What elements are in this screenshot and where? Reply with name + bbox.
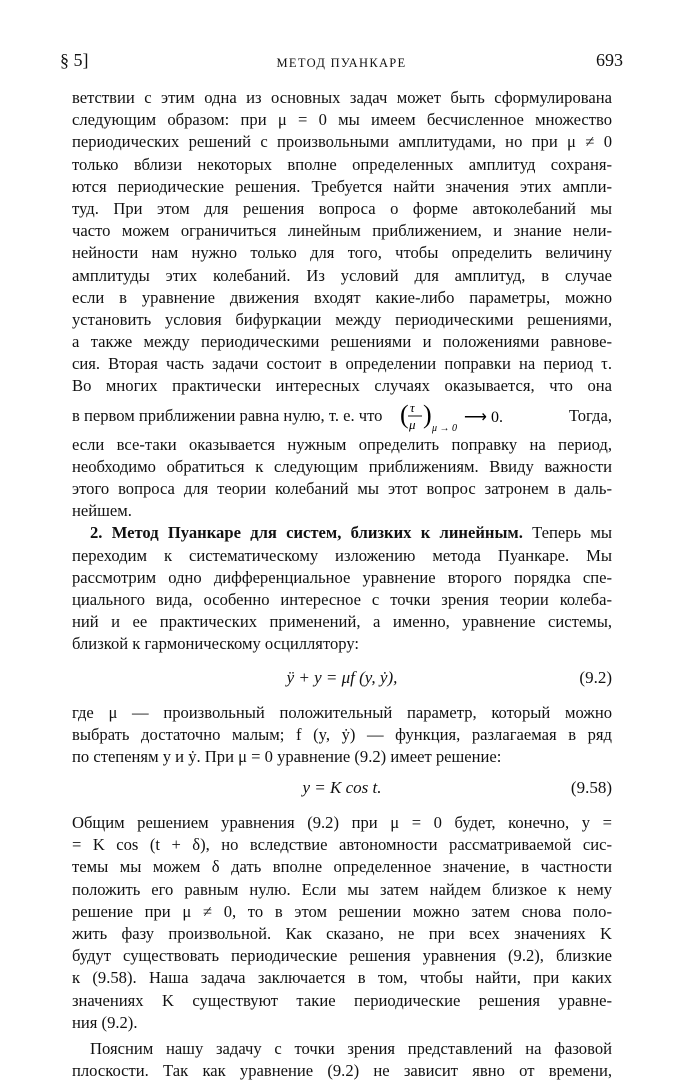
paragraph-1: [72, 87, 612, 522]
text-line: ния (9.2).: [72, 1012, 138, 1032]
equation-9-58: [72, 774, 612, 804]
text-line: Общим решением уравнения (9.2) при μ = 0 будет, конечно, y =: [72, 813, 612, 833]
text-line: по степеням y и ẏ. При μ = 0 уравнение (9.2) имеет решение:: [72, 746, 502, 766]
equation-number: (9.58): [570, 778, 612, 798]
text-line: значениях K существуют такие периодические решения уравне-: [72, 990, 612, 1010]
text-line: ветствии с этим одна из основных задач может быть сформулирована: [72, 88, 612, 107]
paragraph-5: [72, 1038, 612, 1082]
equation-formula: y = K cos t.: [302, 778, 382, 798]
text-line: необходимо обратиться к следующим приближениям. Ввиду важности: [72, 456, 612, 476]
text-line: ний и ее практических применений, а именно, уравнение системы,: [72, 612, 612, 632]
text-line: Поясним нашу задачу с точки зрения представлений на фазовой: [90, 1038, 612, 1058]
text-line: периодических решений с произвольными амплитудами, но при μ ≠ 0: [72, 132, 612, 152]
text-line: Тогда,: [568, 405, 612, 425]
text-line: жить фазу произвольной. Как сказано, не при всех значениях K: [72, 924, 612, 943]
section-heading-line: [72, 522, 612, 544]
equation-formula: ÿ + y = μf (y, ẏ),: [286, 667, 398, 687]
text-line: рассмотрим одно дифференциальное уравнение второго порядка спе-: [72, 567, 612, 587]
svg-text:(: (: [400, 399, 409, 429]
running-title: МЕТОД ПУАНКАРЕ: [276, 56, 407, 70]
text-line: установить условия бифуркации между периодическими решениями,: [72, 309, 612, 329]
text-line: в первом приближении равна нулю, т. е. что: [72, 405, 383, 425]
svg-text:μ: μ: [409, 416, 416, 432]
text-line: переходим к систематическому изложению метода Пуанкаре. Мы: [72, 545, 612, 565]
limit-formula: [398, 398, 518, 447]
text-line: плоскости. Так как уравнение (9.2) не зависит явно от времени,: [72, 1061, 612, 1081]
svg-text:⟶ 0.: ⟶ 0.: [464, 408, 503, 426]
section-heading: 2. Метод Пуанкаре для систем, близких к линейным.: [90, 523, 523, 543]
body-text: [72, 87, 612, 1082]
text-line: = K cos (t + δ), но вследствие автономности рассматриваемой сис-: [72, 835, 612, 855]
text-line: нейности нам нужно только для того, чтобы определить величину: [72, 243, 612, 263]
section-marker: § 5]: [60, 50, 89, 70]
equation-9-2: [72, 664, 612, 694]
text-line: положить его равным нулю. Если мы затем найдем близкое к нему: [72, 879, 612, 899]
svg-text:μ → 0: μ → 0: [432, 422, 458, 434]
text-line: этого вопроса для теории колебаний мы этот вопрос затронем в даль-: [72, 479, 612, 498]
text-line: выбрать достаточно малым; f (y, ẏ) — функция, разлагаемая в ряд: [72, 724, 612, 744]
section-2: [72, 522, 612, 655]
text-line: сия. Вторая часть задачи состоит в определении поправки на период τ.: [72, 354, 612, 374]
text-line: туд. При этом для решения вопроса о форме автоколебаний мы: [72, 198, 612, 218]
paragraph-3: [72, 702, 612, 769]
text-line: Во многих практически интересных случаях оказывается, что она: [72, 376, 612, 396]
paragraph-4: [72, 812, 612, 1034]
text-line: нейшем.: [72, 501, 132, 521]
text-fragment: Теперь мы: [522, 523, 612, 543]
text-line: амплитуды этих колебаний. Из условий для амплитуд, в случае: [72, 265, 612, 285]
text-line: следующим образом: при μ = 0 мы имеем бесчисленное множество: [72, 110, 612, 130]
svg-text:τ: τ: [410, 399, 415, 415]
text-line: если в уравнение движения входят какие-либо параметры, можно: [72, 287, 612, 307]
text-line: если все-таки оказывается нужным определить поправку на период,: [72, 434, 612, 454]
text-line: к (9.58). Наша задача заключается в том, чтобы найти, при каких: [72, 968, 612, 988]
svg-text:): ): [423, 399, 432, 429]
text-line: близкой к гармоническому осциллятору:: [72, 634, 360, 654]
text-line: темы мы можем δ дать вполне определенное значение, в частности: [72, 857, 612, 877]
inline-formula-line: [72, 398, 612, 434]
text-line: ются периодические решения. Требуется найти значения этих ампли-: [72, 176, 612, 196]
text-line: часто можем ограничиться линейным приближением, и знание нели-: [72, 221, 612, 241]
equation-number: (9.2): [579, 667, 612, 687]
text-line: где μ — произвольный положительный параметр, который можно: [72, 702, 612, 722]
text-line: циального вида, особенно интересное с точки зрения теории колеба-: [72, 589, 612, 609]
text-line: а также между периодическими решениями и положениями равнове-: [72, 332, 612, 352]
limit-formula-graphic: [398, 398, 518, 434]
page-number: 693: [596, 50, 623, 70]
text-line: решение при μ ≠ 0, то в этом решении можно затем снова поло-: [72, 901, 612, 921]
text-line: будут существовать периодические решения уравнения (9.2), близкие: [72, 946, 612, 966]
text-line: только вблизи некоторых вполне определенных амплитуд сохраня-: [72, 154, 612, 174]
